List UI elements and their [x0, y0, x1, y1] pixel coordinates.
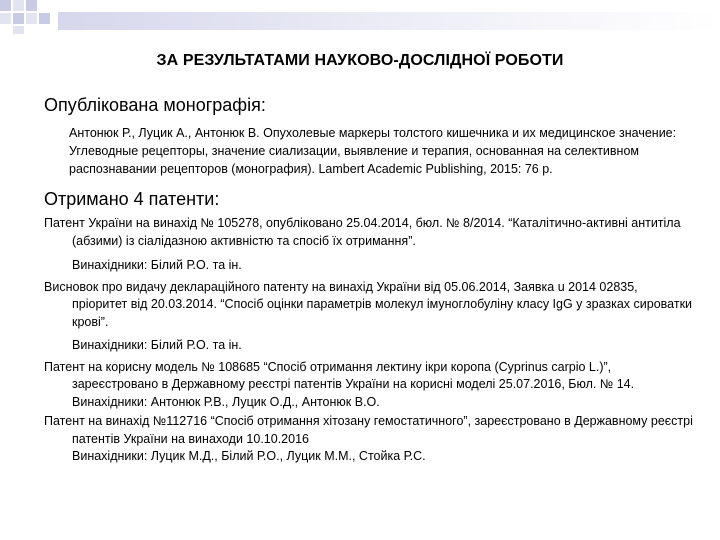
deco-square	[0, 13, 11, 24]
deco-square	[13, 13, 24, 24]
patent-inventors: Винахідники: Антонюк Р.В., Луцик О.Д., Антонюк В.О.	[72, 394, 380, 409]
deco-square	[39, 13, 50, 24]
patent-text: Висновок про видачу деклараційного патенту на винахід України від 05.06.2014, Заявка u 2014 02835, пріоритет від 20.03.2014. “Спосіб оцінки параметрів молекул імуноглобуліну класу IgG у зразках сироватки крові”.	[44, 279, 693, 329]
top-gradient-bar	[58, 12, 720, 30]
patent-inventors: Винахідники: Луцик М.Д., Білий Р.О., Луцик М.М., Стойка Р.С.	[72, 449, 426, 463]
patent-entry	[44, 279, 694, 355]
patent-entry	[44, 413, 694, 466]
deco-square	[13, 0, 24, 11]
patent-text: Патент на корисну модель № 108685 “Спосіб отримання лектину ікри коропа (Cyprinus carpio L.)”, зареєстровано в Державному реєстрі патентів України на корисні моделі 25.07.2016, Бюл. № 14.	[44, 359, 635, 391]
monograph-text: Антонюк Р., Луцик А., Антонюк В. Опухолевые маркеры толстого кишечника и их медицинское значение: Углеводные рецепторы, значение сиализации, выявление и терапия, основанная на селективном распознавании рецепторов (монография). Lambert Academic Publishing, 2015: 76 p.	[69, 126, 677, 176]
monograph-heading: Опублікована монографія:	[44, 95, 266, 115]
patent-inventors: Винахідники: Білий Р.О. та ін.	[72, 338, 242, 352]
patent-text: Патент України на винахід № 105278, опубліковано 25.04.2014, бюл. № 8/2014. “Каталітично-активні антитіла (абзими) із сіалідазною активністю та спосіб їх отримання”.	[44, 216, 681, 248]
patent-inventors: Винахідники: Білий Р.О. та ін.	[72, 258, 242, 272]
patent-text: Патент на винахід №112716 “Спосіб отримання хітозану гемостатичного”, зареєстровано в Державному реєстрі патентів України на винаходи 10.10.2016	[44, 414, 693, 446]
deco-square	[0, 0, 11, 11]
deco-square	[26, 13, 37, 24]
deco-square	[13, 26, 24, 34]
slide-content	[44, 94, 694, 468]
deco-square	[26, 0, 37, 11]
patent-entry	[44, 215, 694, 275]
slide-title: ЗА РЕЗУЛЬТАТАМИ НАУКОВО-ДОСЛІДНОЇ РОБОТИ	[156, 52, 564, 69]
patents-heading: Отримано 4 патенти:	[44, 189, 220, 209]
patent-entry	[44, 359, 694, 412]
